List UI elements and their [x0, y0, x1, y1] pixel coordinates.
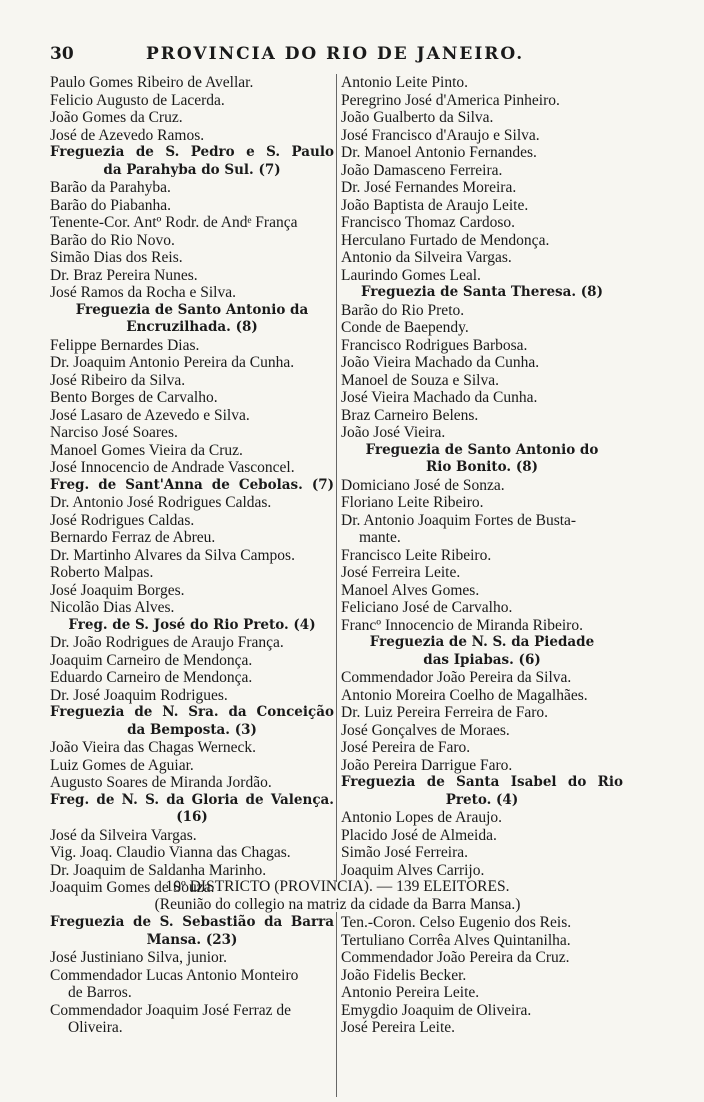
elector-name: Braz Carneiro Belens.: [341, 406, 479, 424]
elector-name: Joaquim Alves Carrijo.: [341, 861, 485, 879]
elector-name: José Rodrigues Caldas.: [50, 511, 195, 529]
elector-name: Floriano Leite Ribeiro.: [341, 494, 484, 511]
elector-name: Herculano Furtado de Mendonça.: [341, 231, 550, 249]
elector-name-continued: de Barros.: [68, 984, 132, 1001]
elector-name: Antonio da Silveira Vargas.: [341, 249, 512, 266]
elector-name: Tertuliano Corrêa Alves Quintanilha.: [341, 931, 571, 949]
elector-name: Bento Borges de Carvalho.: [50, 389, 218, 406]
elector-name: Dr. João Rodrigues de Araujo França.: [50, 634, 284, 651]
elector-name: Manoel de Souza e Silva.: [341, 371, 499, 389]
parish-heading: Preto. (4): [445, 791, 519, 808]
elector-name-continued: mante.: [359, 529, 401, 546]
elector-name: José Pereira de Faro.: [341, 739, 471, 756]
elector-name: Vig. Joaq. Claudio Vianna das Chagas.: [50, 844, 291, 861]
elector-name: Felippe Bernardes Dias.: [50, 336, 200, 354]
elector-name: Antonio Moreira Coelho de Magalhães.: [341, 686, 588, 704]
parish-heading: Freguezia de N. Sra. da Conceição: [50, 704, 334, 720]
elector-name: Placido José de Almeida.: [341, 826, 497, 844]
elector-name: Dr. Martinho Alvares da Silva Campos.: [50, 546, 295, 564]
district-subtitle: (Reunião do collegio na matriz da cidade da Barra Mansa.): [154, 895, 521, 913]
elector-name: Dr. Antonio José Rodrigues Caldas.: [50, 494, 272, 511]
parish-heading: Freg. de N. S. da Gloria de Valença.: [50, 791, 334, 808]
parish-heading: Freguezia de S. Pedro e S. Paulo: [50, 144, 334, 160]
elector-name: José Gonçalves de Moraes.: [341, 721, 510, 739]
elector-name: Dr. Joaquim de Saldanha Marinho.: [50, 861, 267, 879]
parish-heading: (16): [176, 809, 208, 825]
parish-heading: Freguezia de Santo Antonio do: [365, 441, 599, 458]
elector-name: Dr. Manoel Antonio Fernandes.: [341, 144, 537, 161]
elector-name: José Ferreira Leite.: [341, 564, 461, 581]
elector-name: Francisco Leite Ribeiro.: [341, 546, 492, 564]
left-column-district: [50, 914, 334, 1037]
elector-name: João Baptista de Araujo Leite.: [341, 196, 529, 214]
elector-name: Commendador Lucas Antonio Monteiro: [50, 966, 299, 984]
elector-name: Narciso José Soares.: [50, 424, 178, 441]
elector-name: Antonio Lopes de Araujo.: [341, 809, 503, 826]
elector-name: Antonio Leite Pinto.: [341, 74, 469, 91]
elector-name: Simão José Ferreira.: [341, 844, 468, 861]
elector-name: Dr. José Fernandes Moreira.: [341, 179, 517, 196]
elector-name: Manoel Gomes Vieira da Cruz.: [50, 441, 243, 459]
district-heading: [50, 878, 625, 913]
elector-name: Dr. José Joaquim Rodrigues.: [50, 686, 228, 704]
elector-name: José Joaquim Borges.: [50, 581, 185, 599]
elector-name: Laurindo Gomes Leal.: [341, 266, 481, 284]
elector-name: Barão do Rio Preto.: [341, 301, 465, 319]
parish-heading: Rio Bonito. (8): [426, 459, 538, 475]
elector-name: João Damasceno Ferreira.: [341, 161, 503, 179]
elector-name: João Vieira Machado da Cunha.: [341, 354, 540, 371]
left-column: [50, 74, 334, 897]
elector-name: Dr. Braz Pereira Nunes.: [50, 266, 198, 284]
elector-name: Dr. Antonio Joaquim Fortes de Busta-: [341, 511, 577, 529]
elector-name: José de Azevedo Ramos.: [50, 126, 205, 144]
elector-name: José da Silveira Vargas.: [50, 826, 197, 844]
elector-name: João José Vieira.: [341, 424, 446, 441]
elector-name: José Lasaro de Azevedo e Silva.: [50, 406, 250, 424]
elector-name: Felicio Augusto de Lacerda.: [50, 91, 225, 109]
elector-name: José Vieira Machado da Cunha.: [341, 389, 538, 406]
elector-name: Tenente-Cor. Antº Rodr. de Andᵉ França: [50, 214, 298, 231]
elector-name: Paulo Gomes Ribeiro de Avellar.: [50, 74, 254, 91]
elector-name: José Ramos da Rocha e Silva.: [50, 284, 236, 301]
elector-name: João Pereira Darrigue Faro.: [341, 756, 513, 774]
elector-name: Francº Innocencio de Miranda Ribeiro.: [341, 616, 583, 634]
parish-heading: Freguezia de Santa Theresa. (8): [361, 284, 603, 300]
parish-heading: das Ipiabas. (6): [423, 651, 541, 668]
parish-heading: Freguezia de Santo Antonio da: [75, 301, 309, 318]
elector-name: Barão do Piabanha.: [50, 196, 171, 214]
elector-name: Bernardo Ferraz de Abreu.: [50, 529, 216, 546]
column-divider-district: [336, 912, 337, 1097]
parish-heading: Freguezia de S. Sebastião da Barra: [50, 914, 334, 930]
parish-heading: da Bemposta. (3): [127, 721, 257, 738]
elector-name: Francisco Rodrigues Barbosa.: [341, 336, 528, 354]
page-header: [50, 40, 670, 68]
elector-name: Augusto Soares de Miranda Jordão.: [50, 774, 272, 791]
district-title: 10º DISTRICTO (PROVINCIA). — 139 ELEITORES.: [165, 878, 510, 895]
elector-name: Emygdio Joaquim de Oliveira.: [341, 1001, 532, 1019]
elector-name: Roberto Malpas.: [50, 564, 154, 581]
elector-name: Peregrino José d'America Pinheiro.: [341, 91, 560, 109]
elector-name: Domiciano José de Sonza.: [341, 476, 505, 494]
elector-name: João Fidelis Becker.: [341, 966, 467, 984]
right-column-district: [341, 914, 623, 1037]
elector-name: José Pereira Leite.: [341, 1019, 456, 1036]
page-number: 30: [50, 44, 74, 64]
elector-name: João Gomes da Cruz.: [50, 109, 183, 126]
page-title: PROVINCIA DO RIO DE JANEIRO.: [146, 44, 525, 64]
parish-heading: Freguezia de Santa Isabel do Rio: [341, 774, 623, 790]
parish-heading: Freg. de Sant'Anna de Cebolas. (7): [50, 476, 334, 493]
elector-name: Commendador Joaquim José Ferraz de: [50, 1001, 292, 1019]
elector-name: Dr. Luiz Pereira Ferreira de Faro.: [341, 704, 549, 721]
elector-name: Commendador João Pereira da Cruz.: [341, 949, 570, 966]
right-column: [341, 74, 623, 879]
elector-name: Nicolão Dias Alves.: [50, 599, 175, 616]
elector-name: João Vieira das Chagas Werneck.: [50, 739, 257, 756]
elector-name: Feliciano José de Carvalho.: [341, 599, 513, 616]
parish-heading: Encruzilhada. (8): [126, 319, 258, 335]
elector-name: Luiz Gomes de Aguiar.: [50, 756, 194, 774]
elector-name: José Innocencio de Andrade Vasconcel.: [50, 459, 295, 476]
elector-name: Ten.-Coron. Celso Eugenio dos Reis.: [341, 914, 572, 931]
column-divider: [336, 74, 337, 882]
elector-name: Antonio Pereira Leite.: [341, 984, 480, 1001]
elector-name: Joaquim Carneiro de Mendonça.: [50, 651, 253, 669]
elector-name: João Gualberto da Silva.: [341, 109, 494, 126]
parish-heading: Freg. de S. José do Rio Preto. (4): [68, 616, 316, 633]
elector-name: Barão da Parahyba.: [50, 179, 171, 196]
elector-name: Joaquim Gomes de Souza.: [50, 879, 215, 896]
elector-name: Francisco Thomaz Cardoso.: [341, 214, 516, 231]
parish-heading: da Parahyba do Sul. (7): [103, 161, 281, 178]
elector-name: Simão Dias dos Reis.: [50, 249, 183, 266]
elector-name: Conde de Baependy.: [341, 319, 469, 336]
parish-heading: Freguezia de N. S. da Piedade: [369, 634, 595, 650]
elector-name: José Francisco d'Araujo e Silva.: [341, 126, 540, 144]
elector-name: José Ribeiro da Silva.: [50, 371, 186, 389]
elector-name: Manoel Alves Gomes.: [341, 581, 480, 599]
parish-heading: Mansa. (23): [146, 931, 238, 948]
elector-name: Dr. Joaquim Antonio Pereira da Cunha.: [50, 354, 295, 371]
elector-name-continued: Oliveira.: [68, 1019, 123, 1036]
elector-name: José Justiniano Silva, junior.: [50, 949, 227, 966]
elector-name: Eduardo Carneiro de Mendonça.: [50, 669, 253, 686]
elector-name: Barão do Rio Novo.: [50, 231, 175, 249]
elector-name: Commendador João Pereira da Silva.: [341, 669, 572, 686]
